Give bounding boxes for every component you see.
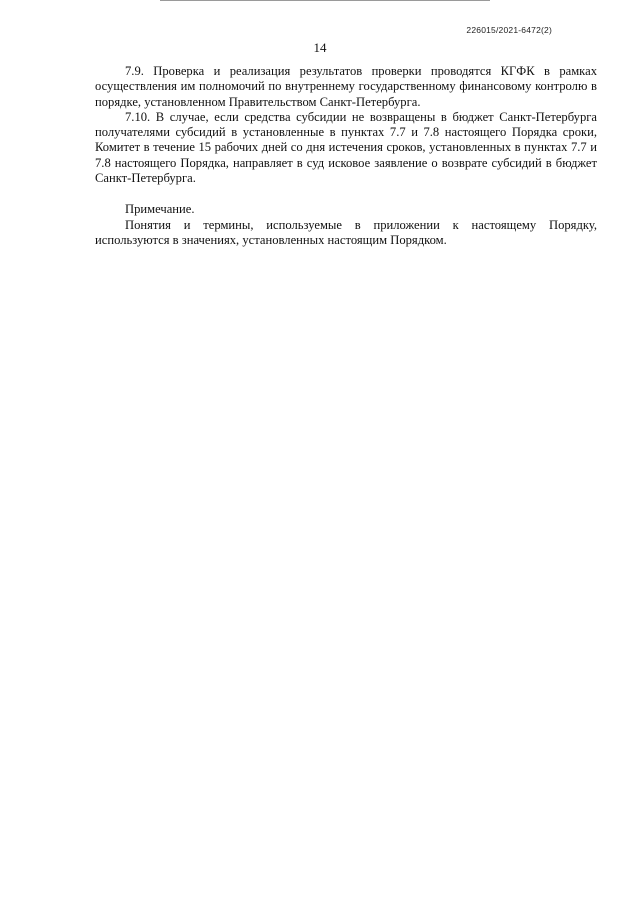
note-text: Понятия и термины, используемые в приложении к настоящему Порядку, используются в значениях, установленных настоящим Порядком. [95,217,597,247]
scan-edge-line [160,0,490,1]
document-body [95,64,597,248]
note-heading: Примечание. [125,202,195,217]
paragraph-7-10: 7.10. В случае, если средства субсидии не возвращены в бюджет Санкт-Петербурга получателями субсидий в установленные в пунктах 7.7 и 7.8 настоящего Порядка сроки, Комитет в течение 15 рабочих дней со дня истечения сроков, установленных в пунктах 7.7 и 7.8 настоящего Порядка, направляет в суд исковое заявление о возврате субсидий в бюджет Санкт-Петербурга. [95,109,597,186]
page-number: 14 [313,40,327,55]
document-id: 226015/2021-6472(2) [466,25,552,35]
paragraph-7-9: 7.9. Проверка и реализация результатов проверки проводятся КГФК в рамках осуществления им полномочий по внутреннему государственному финансовому контролю в порядке, установленном Правительством Санкт-Петербурга. [95,64,597,109]
